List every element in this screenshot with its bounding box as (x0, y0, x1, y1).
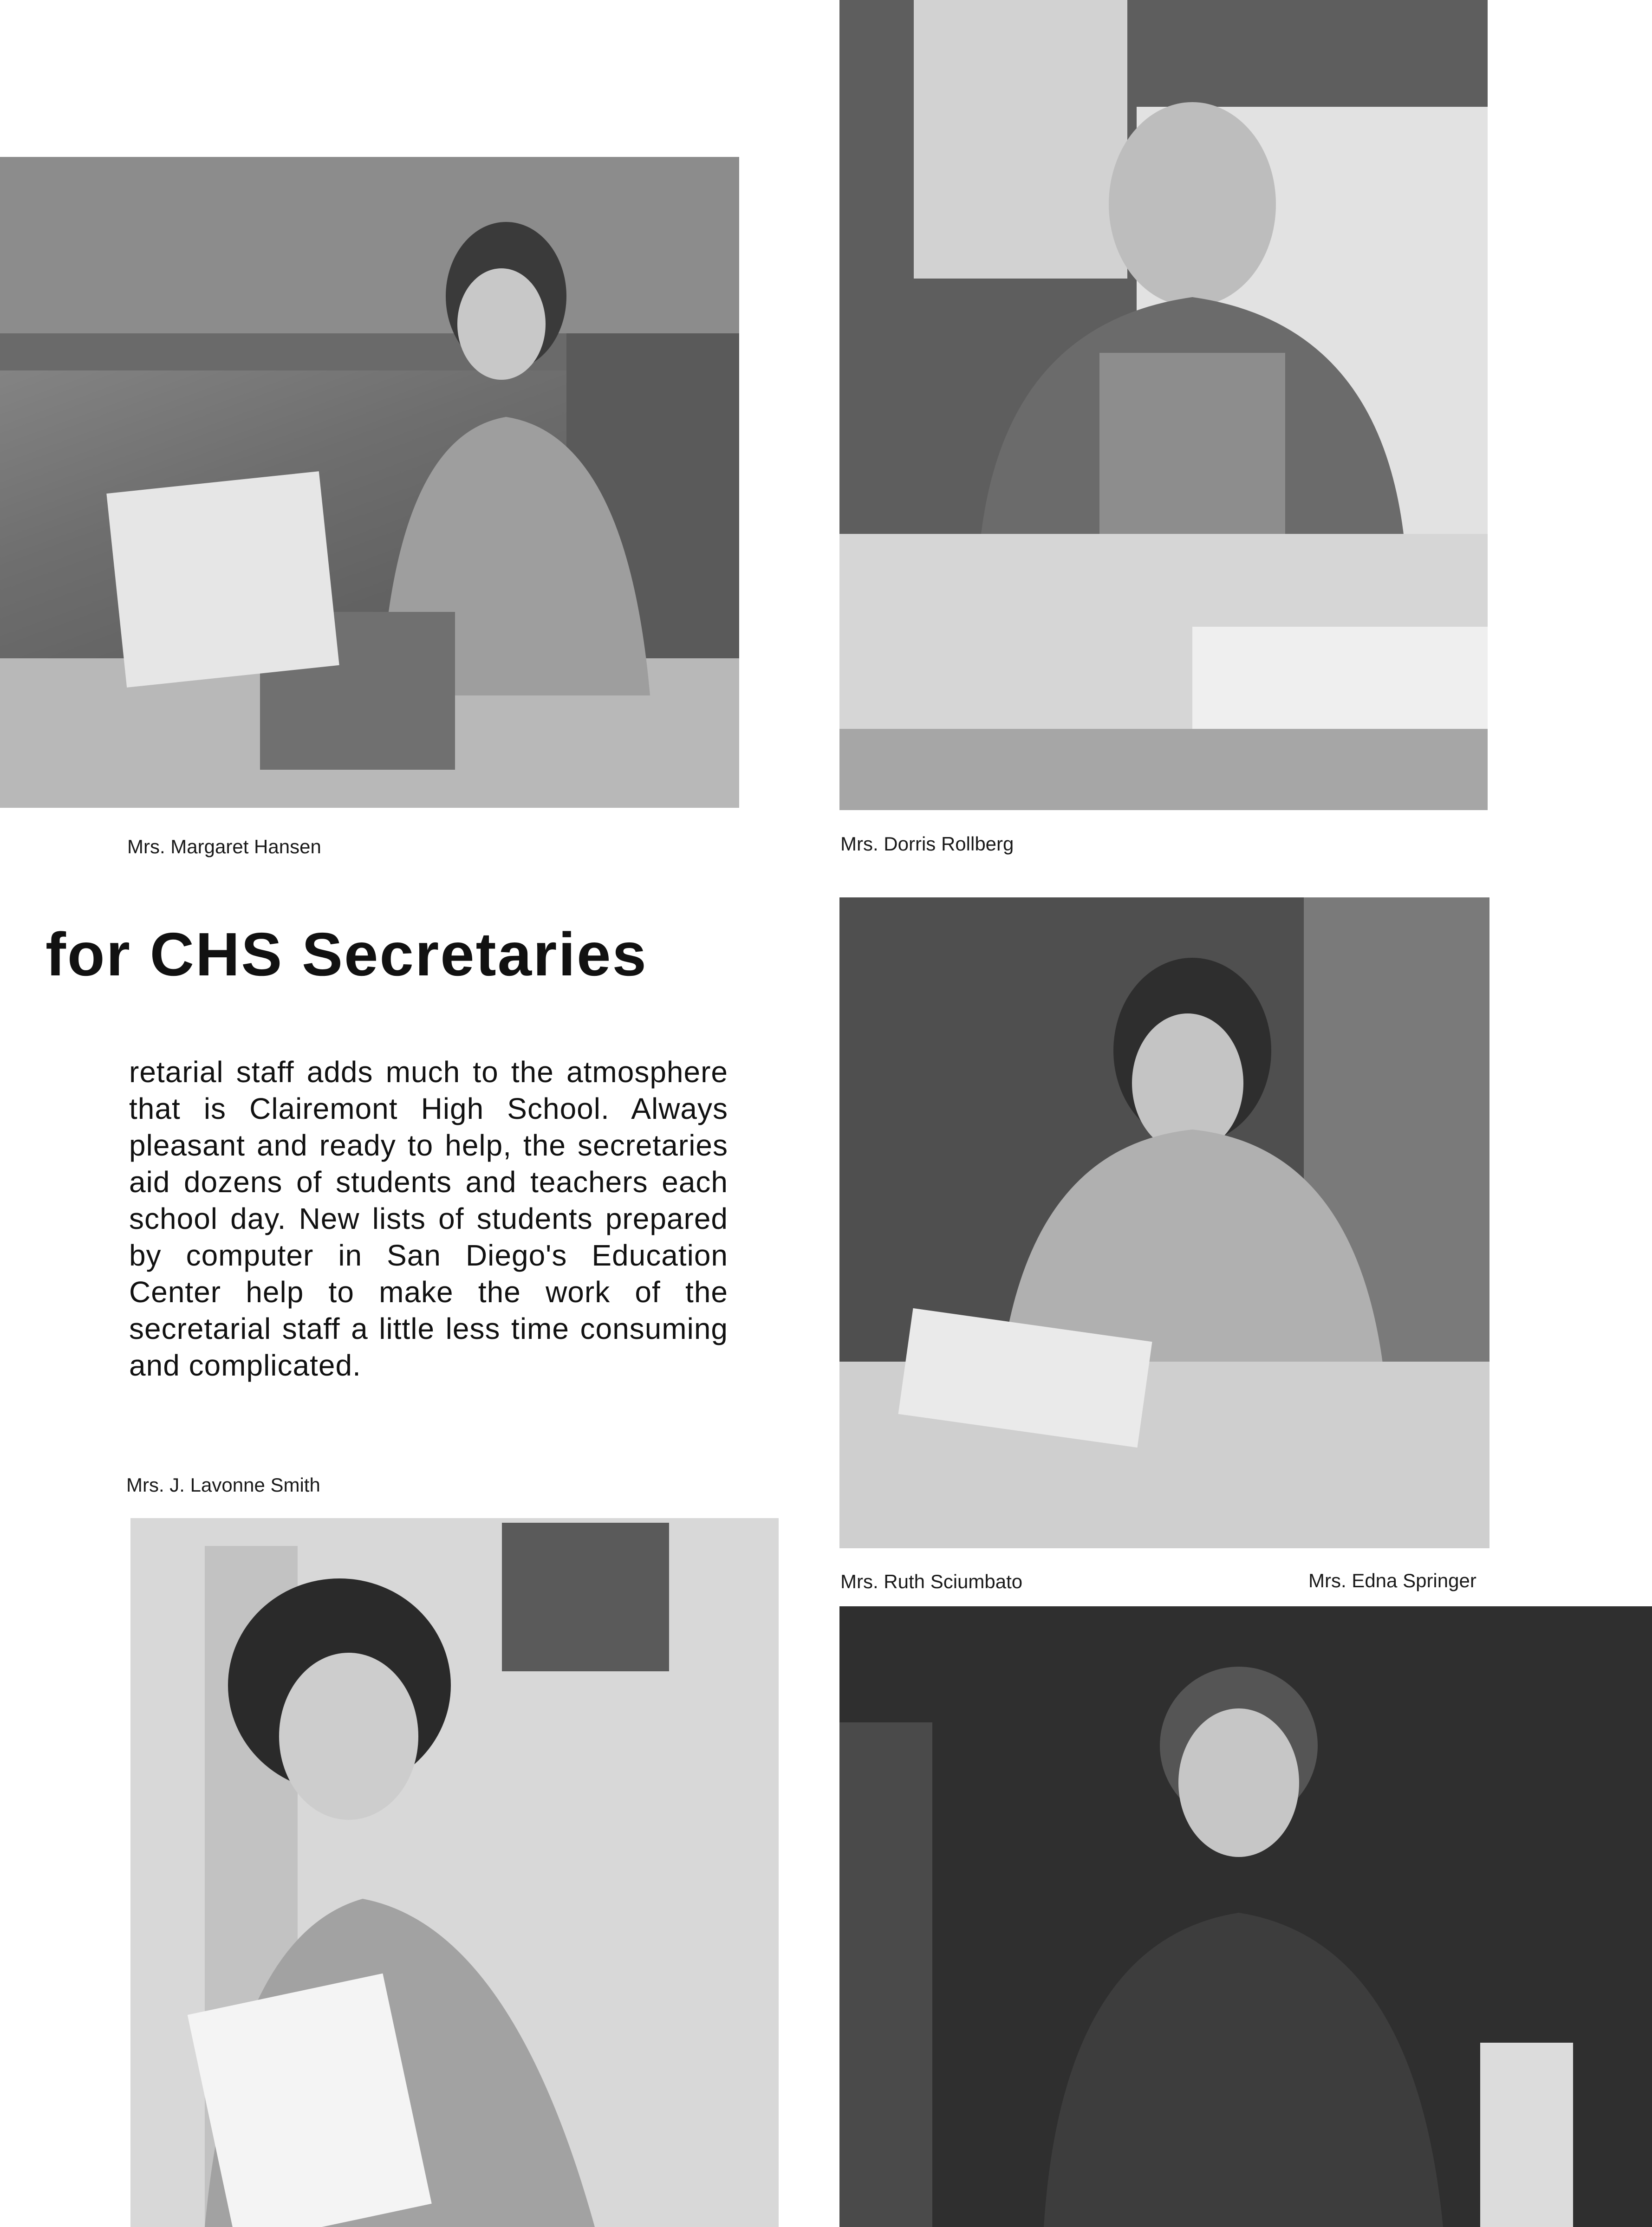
caption-margaret-hansen: Mrs. Margaret Hansen (127, 836, 321, 857)
photo-ruth-sciumbato (839, 897, 1489, 1548)
page-heading: for CHS Secretaries (46, 920, 648, 988)
photo-lavonne-smith-figure (130, 1518, 779, 2227)
caption-ruth-sciumbato: Mrs. Ruth Sciumbato (840, 1571, 1023, 1592)
photo-edna-springer-figure (839, 1606, 1652, 2227)
photo-lavonne-smith (130, 1518, 779, 2227)
photo-ruth-sciumbato-figure (839, 897, 1489, 1548)
photo-margaret-hansen (0, 157, 739, 808)
photo-dorris-rollberg (839, 0, 1488, 810)
body-paragraph: retarial staff adds much to the atmosphere that is Clairemont High School. Always pleasant and ready to help, the secretaries aid dozens of students and teachers each school day. New lists of students prepared by computer in San Diego's Education Center help to make the work of the secretarial staff a little less time consuming and complicated. (129, 1055, 728, 1382)
caption-lavonne-smith: Mrs. J. Lavonne Smith (126, 1474, 320, 1496)
photo-margaret-hansen-figure (0, 157, 739, 808)
caption-edna-springer: Mrs. Edna Springer (1308, 1570, 1476, 1591)
photo-edna-springer (839, 1606, 1652, 2227)
caption-dorris-rollberg: Mrs. Dorris Rollberg (840, 833, 1014, 855)
photo-dorris-rollberg-figure (839, 0, 1488, 810)
